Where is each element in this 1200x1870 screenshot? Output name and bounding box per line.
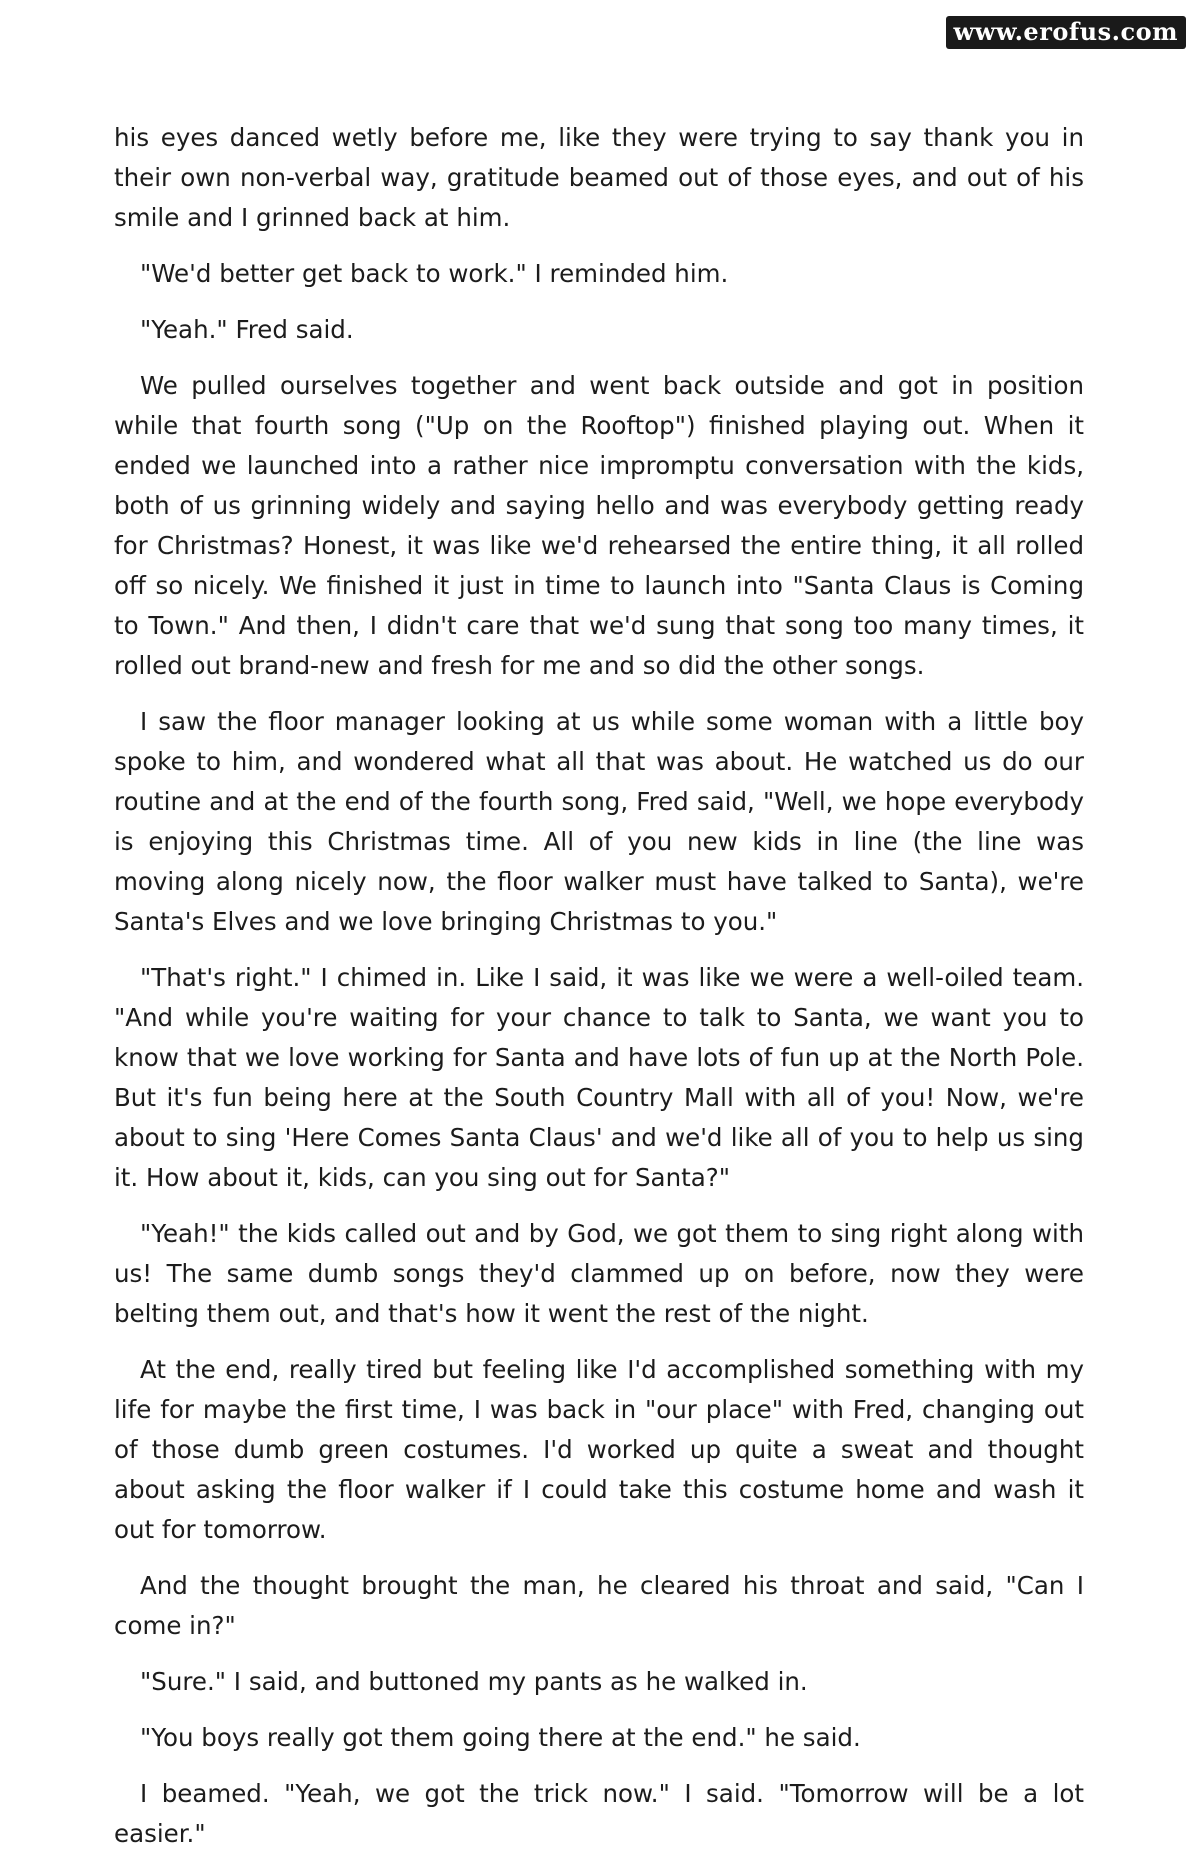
- paragraph: "That's right." I chimed in. Like I said, it was like we were a well-oiled team. "And while you're waiting for your chance to talk to Santa, we want you to know that we love working for Santa and have lots of fun up at the North Pole. But it's fun being here at the South Country Mall with all of you! Now, we're about to sing 'Here Comes Santa Claus' and we'd like all of you to help us sing it. How about it, kids, can you sing out for Santa?": [114, 963, 1084, 1192]
- paragraph: "We'd better get back to work." I reminded him.: [140, 259, 729, 288]
- paragraph: "You boys really got them going there at the end." he said.: [140, 1723, 861, 1752]
- paragraph: "Sure." I said, and buttoned my pants as he walked in.: [140, 1667, 808, 1696]
- paragraph: At the end, really tired but feeling like I'd accomplished something with my life for maybe the first time, I was back in "our place" with Fred, changing out of those dumb green costumes. I'd worked up quite a sweat and thought about asking the floor walker if I could take this costume home and wash it out for tomorrow.: [114, 1355, 1084, 1544]
- paragraph: "Yeah." Fred said.: [140, 315, 354, 344]
- paragraph: And the thought brought the man, he cleared his throat and said, "Can I come in?": [114, 1571, 1084, 1640]
- paragraph: "Yeah!" the kids called out and by God, we got them to sing right along with us! The same dumb songs they'd clammed up on before, now they were belting them out, and that's how it went the rest of the night.: [114, 1219, 1084, 1328]
- paragraph: I saw the floor manager looking at us while some woman with a little boy spoke to him, and wondered what all that was about. He watched us do our routine and at the end of the fourth song, Fred said, "Well, we hope everybody is enjoying this Christmas time. All of you new kids in line (the line was moving along nicely now, the floor walker must have talked to Santa), we're Santa's Elves and we love bringing Christmas to you.": [114, 707, 1084, 936]
- watermark-logo: www.erofus.com: [946, 16, 1187, 49]
- story-text: [114, 118, 1084, 1870]
- paragraph: his eyes danced wetly before me, like they were trying to say thank you in their own non-verbal way, gratitude beamed out of those eyes, and out of his smile and I grinned back at him.: [114, 123, 1084, 232]
- paragraph: We pulled ourselves together and went back outside and got in position while that fourth song ("Up on the Rooftop") finished playing out. When it ended we launched into a rather nice impromptu conversation with the kids, both of us grinning widely and saying hello and was everybody getting ready for Christmas? Honest, it was like we'd rehearsed the entire thing, it all rolled off so nicely. We finished it just in time to launch into "Santa Claus is Coming to Town." And then, I didn't care that we'd sung that song too many times, it rolled out brand-new and fresh for me and so did the other songs.: [114, 371, 1084, 680]
- paragraph: I beamed. "Yeah, we got the trick now." I said. "Tomorrow will be a lot easier.": [114, 1779, 1084, 1848]
